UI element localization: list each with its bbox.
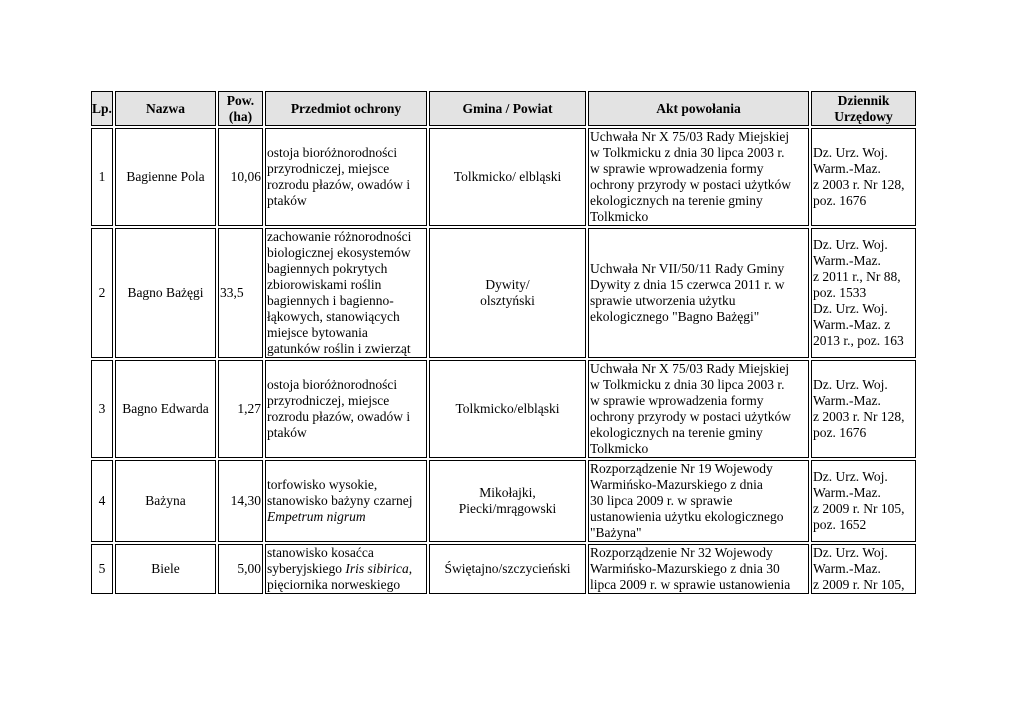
cell-act: Uchwała Nr X 75/03 Rady Miejskiej w Tolkmicku z dnia 30 lipca 2003 r. w sprawie wprowadzenia formy ochrony przyrody w postaci użytków ekologicznych na terenie gminy Tolkmicko [588, 360, 809, 458]
table-row [91, 360, 916, 458]
cell-area: 10,06 [218, 128, 263, 226]
cell-name: Biele [115, 544, 216, 594]
table-row [91, 128, 916, 226]
cell-act: Uchwała Nr X 75/03 Rady Miejskiej w Tolkmicku z dnia 30 lipca 2003 r. w sprawie wprowadzenia formy ochrony przyrody w postaci użytków ekologicznych na terenie gminy Tolkmicko [588, 128, 809, 226]
cell-lp: 1 [91, 128, 113, 226]
cell-lp: 4 [91, 460, 113, 542]
cell-commune: Dywity/ olsztyński [429, 228, 586, 358]
cell-area: 14,30 [218, 460, 263, 542]
cell-area: 5,00 [218, 544, 263, 594]
cell-subject [265, 460, 427, 542]
header-row [91, 91, 916, 126]
table-row [91, 460, 916, 542]
cell-lp: 3 [91, 360, 113, 458]
cell-journal: Dz. Urz. Woj. Warm.-Maz. z 2003 r. Nr 128, poz. 1676 [811, 128, 916, 226]
table-row [91, 544, 916, 594]
header-area: Pow. (ha) [218, 91, 263, 126]
cell-commune: Mikołajki, Piecki/mrągowski [429, 460, 586, 542]
header-lp: Lp. [91, 91, 113, 126]
header-subject: Przedmiot ochrony [265, 91, 427, 126]
cell-name: Bagno Bażęgi [115, 228, 216, 358]
subject-text: stanowisko kosaćca syberyjskiego [267, 545, 374, 576]
header-commune: Gmina / Powiat [429, 91, 586, 126]
table-row [91, 228, 916, 358]
cell-subject [265, 544, 427, 594]
cell-name: Bażyna [115, 460, 216, 542]
cell-subject: ostoja bioróżnorodności przyrodniczej, miejsce rozrodu płazów, owadów i ptaków [265, 360, 427, 458]
cell-journal: Dz. Urz. Woj. Warm.-Maz. z 2009 r. Nr 105, [811, 544, 916, 594]
cell-area: 33,5 [218, 228, 263, 358]
subject-text-tail: , pięciornika norweskiego [267, 561, 413, 592]
cell-journal: Dz. Urz. Woj. Warm.-Maz. z 2009 r. Nr 105, poz. 1652 [811, 460, 916, 542]
header-name: Nazwa [115, 91, 216, 126]
cell-subject: zachowanie różnorodności biologicznej ekosystemów bagiennych pokrytych zbiorowiskami roślin bagiennych i bagienno- łąkowych, stanowiących miejsce bytowania gatunków roślin i zwierząt [265, 228, 427, 358]
cell-name: Bagienne Pola [115, 128, 216, 226]
header-journal: Dziennik Urzędowy [811, 91, 916, 126]
header-act: Akt powołania [588, 91, 809, 126]
species-name: Empetrum nigrum [267, 509, 366, 524]
cell-lp: 2 [91, 228, 113, 358]
subject-text: torfowisko wysokie, stanowisko bażyny czarnej [267, 477, 413, 508]
cell-name: Bagno Edwarda [115, 360, 216, 458]
cell-journal: Dz. Urz. Woj. Warm.-Maz. z 2011 r., Nr 88, poz. 1533 Dz. Urz. Woj. Warm.-Maz. z 2013 r., poz. 163 [811, 228, 916, 358]
cell-subject: ostoja bioróżnorodności przyrodniczej, miejsce rozrodu płazów, owadów i ptaków [265, 128, 427, 226]
cell-act: Uchwała Nr VII/50/11 Rady Gminy Dywity z dnia 15 czerwca 2011 r. w sprawie utworzenia użytku ekologicznego "Bagno Bażęgi" [588, 228, 809, 358]
cell-lp: 5 [91, 544, 113, 594]
cell-commune: Tolkmicko/elbląski [429, 360, 586, 458]
cell-act: Rozporządzenie Nr 19 Wojewody Warmińsko-Mazurskiego z dnia 30 lipca 2009 r. w sprawie ustanowienia użytku ekologicznego "Bażyna" [588, 460, 809, 542]
species-name: Iris sibirica [345, 561, 409, 576]
cell-area: 1,27 [218, 360, 263, 458]
cell-commune: Tolkmicko/ elbląski [429, 128, 586, 226]
cell-journal: Dz. Urz. Woj. Warm.-Maz. z 2003 r. Nr 128, poz. 1676 [811, 360, 916, 458]
cell-act: Rozporządzenie Nr 32 Wojewody Warmińsko-Mazurskiego z dnia 30 lipca 2009 r. w sprawie ustanowienia [588, 544, 809, 594]
cell-commune: Świętajno/szczycieński [429, 544, 586, 594]
protected-areas-table [89, 89, 918, 596]
